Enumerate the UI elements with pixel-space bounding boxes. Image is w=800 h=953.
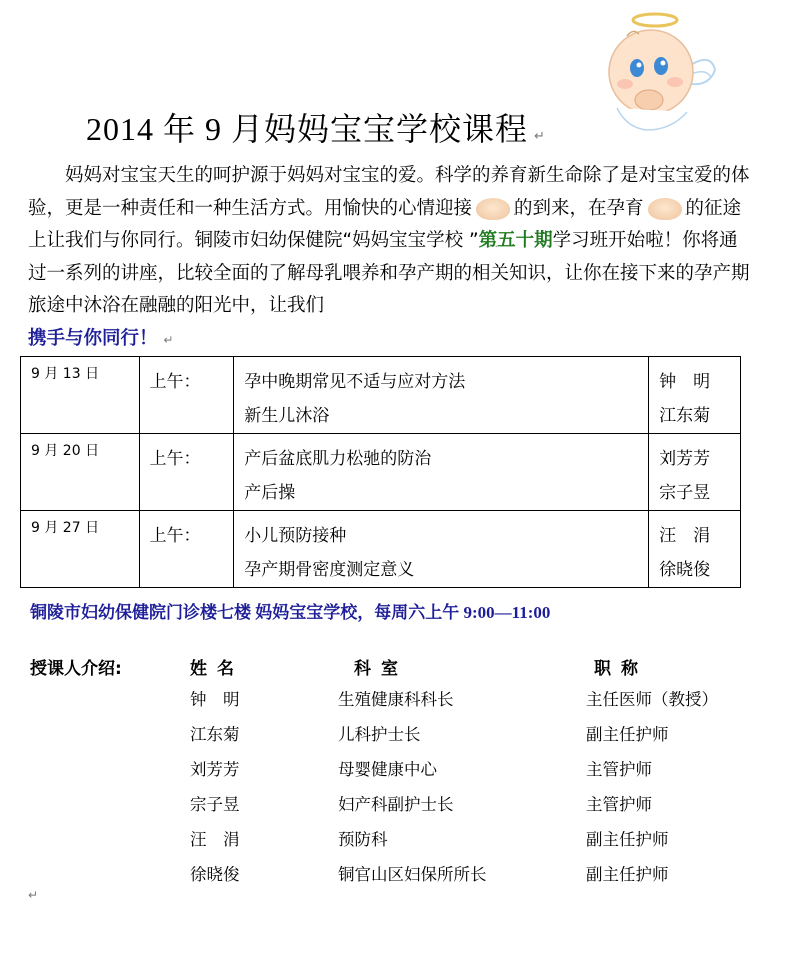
schedule-row bbox=[21, 511, 741, 588]
schedule-lecturer: 徐晓俊 bbox=[659, 560, 711, 580]
page-title: 2014 年 9 月妈妈宝宝学校课程 ↵ bbox=[86, 111, 546, 147]
instructors-label: 授课人介绍: bbox=[30, 659, 122, 679]
schedule-session: 上午： bbox=[149, 449, 201, 469]
schedule-row bbox=[21, 434, 741, 511]
header-title: 职称 bbox=[594, 659, 648, 679]
schedule-date: 9 月 13 日 bbox=[31, 366, 100, 382]
schedule-topic: 小儿预防接种 bbox=[244, 526, 347, 546]
schedule-date: 9 月 27 日 bbox=[31, 520, 100, 536]
intro-paragraph: 妈妈对宝宝天生的呵护源于妈妈对宝宝的爱。科学的养育新生命除了是对宝宝爱的体验，更是一种责任和一种生活方式。用愉快的心情迎接· · · 的到来，在孕育· · · 的征途上让我们与你同行。铜陵市妇幼保健院“妈妈宝宝学校 ”第五十期学习班开始啦！你将通过一系列的讲座，比较全面的了解母乳喂养和孕产期的相关知识，让你在接下来的孕产期旅途中沐浴在融融的阳光中，让我们 携手与你同行！ ↵ bbox=[28, 160, 753, 356]
header-name: 姓名 bbox=[190, 659, 244, 679]
paragraph-mark: ↵ bbox=[534, 129, 546, 144]
schedule-lecturer: 钟 明 bbox=[659, 372, 711, 392]
schedule-lecturer: 江东菊 bbox=[659, 406, 711, 426]
schedule-topic: 孕中晚期常见不适与应对方法 bbox=[244, 372, 466, 392]
schedule-session: 上午： bbox=[149, 526, 201, 546]
schedule-topic: 新生儿沐浴 bbox=[244, 406, 330, 426]
instructor-dept: 生殖健康科科长 bbox=[338, 690, 454, 709]
schedule-topic: 孕产期骨密度测定意义 bbox=[244, 560, 415, 580]
angel-baby-icon bbox=[597, 8, 717, 136]
baby-face-emoji-icon bbox=[648, 198, 682, 220]
schedule-lecturer: 刘芳芳 bbox=[659, 449, 711, 469]
schedule-topic: 产后盆底肌力松驰的防治 bbox=[244, 449, 432, 469]
instructor-dept: 预防科 bbox=[338, 830, 388, 849]
instructor-title: 主任医师（教授） bbox=[586, 690, 718, 709]
instructor-dept: 母婴健康中心 bbox=[338, 760, 437, 779]
schedule-row bbox=[21, 357, 741, 434]
schedule-table bbox=[20, 356, 741, 588]
instructor-dept: 铜官山区妇保所所长 bbox=[338, 865, 487, 884]
instructor-name: 钟 明 bbox=[190, 690, 240, 709]
intro-closing: 携手与你同行！ ↵ bbox=[28, 327, 174, 349]
baby-face-emoji-icon bbox=[476, 198, 510, 220]
instructor-name: 汪 涓 bbox=[190, 830, 240, 849]
schedule-date: 9 月 20 日 bbox=[31, 443, 100, 459]
instructor-title: 主管护师 bbox=[586, 760, 652, 779]
instructor-title: 副主任护师 bbox=[586, 830, 669, 849]
instructor-name: 徐晓俊 bbox=[190, 865, 240, 884]
session-number: 第五十期 bbox=[478, 230, 553, 251]
instructor-title: 副主任护师 bbox=[586, 865, 669, 884]
instructor-title: 主管护师 bbox=[586, 795, 652, 814]
instructor-dept: 儿科护士长 bbox=[338, 725, 421, 744]
instructor-title: 副主任护师 bbox=[586, 725, 669, 744]
instructor-name: 刘芳芳 bbox=[190, 760, 240, 779]
instructor-name: 宗子昱 bbox=[190, 795, 240, 814]
schedule-lecturer: 汪 涓 bbox=[659, 526, 711, 546]
schedule-topic: 产后操 bbox=[244, 483, 296, 503]
header-dept: 科室 bbox=[354, 659, 408, 679]
schedule-lecturer: 宗子昱 bbox=[659, 483, 711, 503]
instructor-dept: 妇产科副护士长 bbox=[338, 795, 454, 814]
venue-info: 铜陵市妇幼保健院门诊楼七楼 妈妈宝宝学校，每周六上午 9:00—11:00 bbox=[30, 603, 551, 622]
schedule-session: 上午： bbox=[149, 372, 201, 392]
instructor-name: 江东菊 bbox=[190, 725, 240, 744]
paragraph-mark: ↵ bbox=[28, 888, 39, 902]
